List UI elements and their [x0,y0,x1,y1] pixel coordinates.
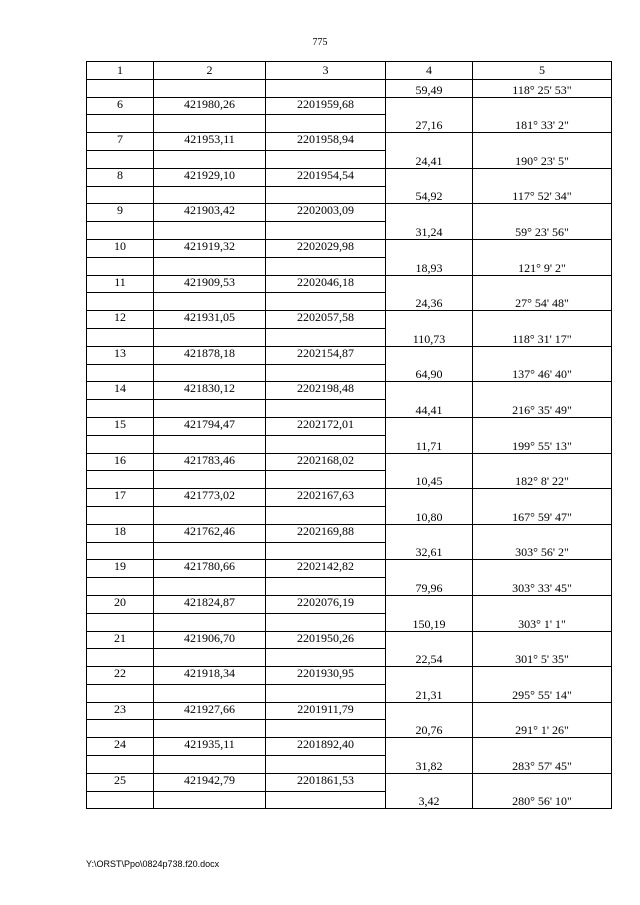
table-cell [87,222,154,240]
table-cell [386,275,473,293]
table-cell [154,400,266,418]
table-cell [87,684,154,702]
table-cell: 421794,47 [154,417,266,435]
table-cell [386,168,473,186]
point-row [87,311,612,329]
table-cell: 2202076,19 [266,595,386,613]
table-cell: 27° 54' 48" [473,293,612,311]
table-cell: 13 [87,346,154,364]
point-row [87,417,612,435]
table-cell [386,773,473,791]
table-cell [87,791,154,809]
segment-row [87,791,612,809]
table-cell: 25 [87,773,154,791]
table-cell [87,578,154,596]
table-cell: 2201892,40 [266,738,386,756]
table-cell: 59° 23' 56" [473,222,612,240]
segment-row [87,293,612,311]
table-cell: 421824,87 [154,595,266,613]
segment-row [87,222,612,240]
table-cell [386,133,473,151]
table-cell: 190° 23' 5" [473,150,612,168]
table-cell: 280° 56' 10" [473,791,612,809]
table-cell [154,542,266,560]
table-cell [154,684,266,702]
table-cell [154,79,266,97]
table-cell [154,293,266,311]
point-row [87,275,612,293]
table-cell [266,506,386,524]
table-cell: 2202169,88 [266,524,386,542]
table-cell [473,773,612,791]
table-cell [386,738,473,756]
segment-row [87,684,612,702]
column-header: 1 [87,62,154,80]
table-cell: 18 [87,524,154,542]
segment-row [87,613,612,631]
point-row [87,667,612,685]
table-cell [154,186,266,204]
table-cell: 6 [87,97,154,115]
table-cell: 421935,11 [154,738,266,756]
table-cell: 27,16 [386,115,473,133]
table-cell: 3,42 [386,791,473,809]
table-cell: 421783,46 [154,453,266,471]
table-cell [87,115,154,133]
table-cell [473,738,612,756]
table-cell [473,133,612,151]
table-cell [266,222,386,240]
table-cell: 291° 1' 26" [473,720,612,738]
table-cell: 2201930,95 [266,667,386,685]
table-cell [473,275,612,293]
table-cell [154,150,266,168]
segment-row [87,400,612,418]
table-cell: 117° 52' 34" [473,186,612,204]
table-cell: 9 [87,204,154,222]
point-row [87,631,612,649]
table-cell: 21 [87,631,154,649]
table-cell: 421762,46 [154,524,266,542]
table-cell [266,115,386,133]
table-cell [386,702,473,720]
point-row [87,560,612,578]
table-cell: 22,54 [386,649,473,667]
segment-row [87,542,612,560]
table-cell [473,346,612,364]
table-cell [386,204,473,222]
table-cell: 2202057,58 [266,311,386,329]
table-cell [154,578,266,596]
table-cell [473,560,612,578]
table-cell [87,756,154,774]
table-cell [473,453,612,471]
table-cell [266,364,386,382]
point-row [87,524,612,542]
point-row [87,773,612,791]
table-cell: 2202029,98 [266,239,386,257]
table-cell: 12 [87,311,154,329]
table-cell [154,115,266,133]
table-cell [266,328,386,346]
table-cell: 137° 46' 40" [473,364,612,382]
table-cell: 421953,11 [154,133,266,151]
point-row [87,738,612,756]
table-cell [154,222,266,240]
table-cell: 421919,32 [154,239,266,257]
table-cell [266,257,386,275]
table-cell [154,506,266,524]
table-cell: 18,93 [386,257,473,275]
table-cell [386,560,473,578]
table-cell: 10,80 [386,506,473,524]
table-cell [386,382,473,400]
table-cell [154,471,266,489]
file-path-footer: Y:\ORST\Ppo\0824p738.f20.docx [86,859,220,869]
table-cell [386,595,473,613]
table-cell [87,257,154,275]
table-cell [266,186,386,204]
table-cell [87,150,154,168]
table-cell: 64,90 [386,364,473,382]
segment-row [87,435,612,453]
table-cell: 421942,79 [154,773,266,791]
table-cell: 2202172,01 [266,417,386,435]
table-cell: 421906,70 [154,631,266,649]
table-cell: 2201950,26 [266,631,386,649]
table-cell [87,613,154,631]
segment-row [87,364,612,382]
table-cell: 301° 5' 35" [473,649,612,667]
column-header: 2 [154,62,266,80]
table-cell: 22 [87,667,154,685]
table-cell: 2202003,09 [266,204,386,222]
table-cell: 24,41 [386,150,473,168]
table-cell [87,720,154,738]
table-cell: 167° 59' 47" [473,506,612,524]
segment-row [87,328,612,346]
table-cell: 303° 33' 45" [473,578,612,596]
table-cell: 121° 9' 2" [473,257,612,275]
table-cell [473,631,612,649]
point-row [87,168,612,186]
table-cell [87,328,154,346]
table-cell [266,542,386,560]
table-cell: 14 [87,382,154,400]
column-header: 4 [386,62,473,80]
table-cell: 21,31 [386,684,473,702]
point-row [87,453,612,471]
segment-row [87,756,612,774]
table-cell [87,649,154,667]
table-cell: 2201861,53 [266,773,386,791]
table-cell: 2202046,18 [266,275,386,293]
table-cell [266,578,386,596]
table-cell [473,595,612,613]
table-cell [473,97,612,115]
table-cell [386,667,473,685]
table-cell: 421830,12 [154,382,266,400]
table-cell [87,79,154,97]
segment-row [87,471,612,489]
point-row [87,346,612,364]
table-cell: 15 [87,417,154,435]
table-cell [266,150,386,168]
coordinates-table [86,61,612,809]
table-cell: 32,61 [386,542,473,560]
table-cell: 303° 1' 1" [473,613,612,631]
table-cell [473,382,612,400]
table-cell: 181° 33' 2" [473,115,612,133]
table-cell: 79,96 [386,578,473,596]
table-cell [386,631,473,649]
table-cell [154,613,266,631]
table-cell [386,97,473,115]
table-cell: 2202198,48 [266,382,386,400]
segment-row [87,150,612,168]
table-cell: 2201954,54 [266,168,386,186]
table-cell [266,435,386,453]
table-cell: 24,36 [386,293,473,311]
table-cell [266,613,386,631]
segment-row [87,257,612,275]
page-number: 775 [312,37,328,48]
table-cell [386,417,473,435]
table-cell [154,649,266,667]
table-cell: 2202168,02 [266,453,386,471]
table-cell [154,791,266,809]
table-cell [266,400,386,418]
table-cell [386,453,473,471]
table-cell: 23 [87,702,154,720]
segment-row [87,115,612,133]
table-cell: 24 [87,738,154,756]
table-cell [154,364,266,382]
table-cell [87,400,154,418]
table-cell: 421878,18 [154,346,266,364]
table-cell: 421929,10 [154,168,266,186]
table-cell: 421918,34 [154,667,266,685]
table-cell [386,239,473,257]
segment-row [87,720,612,738]
table-cell: 216° 35' 49" [473,400,612,418]
table-cell: 295° 55' 14" [473,684,612,702]
point-row [87,239,612,257]
table-cell: 421780,66 [154,560,266,578]
table-cell: 31,82 [386,756,473,774]
table-cell [473,667,612,685]
point-row [87,489,612,507]
table-cell: 421909,53 [154,275,266,293]
segment-row [87,506,612,524]
table-cell: 11,71 [386,435,473,453]
table-cell [386,311,473,329]
table-cell: 283° 57' 45" [473,756,612,774]
table-cell: 20 [87,595,154,613]
segment-row [87,649,612,667]
table-cell [473,702,612,720]
table-cell [87,435,154,453]
table-cell: 31,24 [386,222,473,240]
segment-row [87,79,612,97]
table-cell [154,257,266,275]
table-cell [473,239,612,257]
segment-row [87,186,612,204]
table-cell [266,791,386,809]
table-cell [386,346,473,364]
table-cell: 17 [87,489,154,507]
table-cell [473,524,612,542]
table-cell: 2202167,63 [266,489,386,507]
table-cell: 54,92 [386,186,473,204]
table-cell: 20,76 [386,720,473,738]
table-cell: 110,73 [386,328,473,346]
point-row [87,97,612,115]
table-cell: 10 [87,239,154,257]
table-cell [266,293,386,311]
table-cell: 421931,05 [154,311,266,329]
table-cell [386,489,473,507]
table-cell [266,756,386,774]
table-cell: 118° 31' 17" [473,328,612,346]
table-cell: 44,41 [386,400,473,418]
table-cell: 421773,02 [154,489,266,507]
table-cell: 421903,42 [154,204,266,222]
table-cell [87,293,154,311]
table-cell [87,542,154,560]
table-cell [473,489,612,507]
table-cell [87,506,154,524]
table-cell: 303° 56' 2" [473,542,612,560]
table-cell: 2202154,87 [266,346,386,364]
point-row [87,382,612,400]
table-cell [386,524,473,542]
table-cell: 10,45 [386,471,473,489]
table-cell: 421980,26 [154,97,266,115]
table-cell [154,720,266,738]
table-cell [154,328,266,346]
table-cell: 19 [87,560,154,578]
table-cell: 150,19 [386,613,473,631]
table-cell: 8 [87,168,154,186]
column-header: 5 [473,62,612,80]
table-cell: 2202142,82 [266,560,386,578]
table-header-row [87,62,612,80]
table-cell [87,186,154,204]
table-cell: 2201959,68 [266,97,386,115]
table-cell: 59,49 [386,79,473,97]
table-cell [266,471,386,489]
table-cell: 7 [87,133,154,151]
table-cell [266,684,386,702]
point-row [87,204,612,222]
table-cell [473,417,612,435]
segment-row [87,578,612,596]
table-cell [266,79,386,97]
table-cell: 11 [87,275,154,293]
table-cell: 182° 8' 22" [473,471,612,489]
table-cell [266,720,386,738]
table-cell: 2201911,79 [266,702,386,720]
point-row [87,702,612,720]
table-cell [87,364,154,382]
table-cell [473,311,612,329]
table-cell: 2201958,94 [266,133,386,151]
table-cell: 421927,66 [154,702,266,720]
table-cell: 16 [87,453,154,471]
column-header: 3 [266,62,386,80]
point-row [87,595,612,613]
table-cell: 199° 55' 13" [473,435,612,453]
table-cell [266,649,386,667]
table-cell [473,204,612,222]
table-cell [154,435,266,453]
table-cell: 118° 25' 53" [473,79,612,97]
table-cell [473,168,612,186]
table-cell [154,756,266,774]
table-cell [87,471,154,489]
point-row [87,133,612,151]
